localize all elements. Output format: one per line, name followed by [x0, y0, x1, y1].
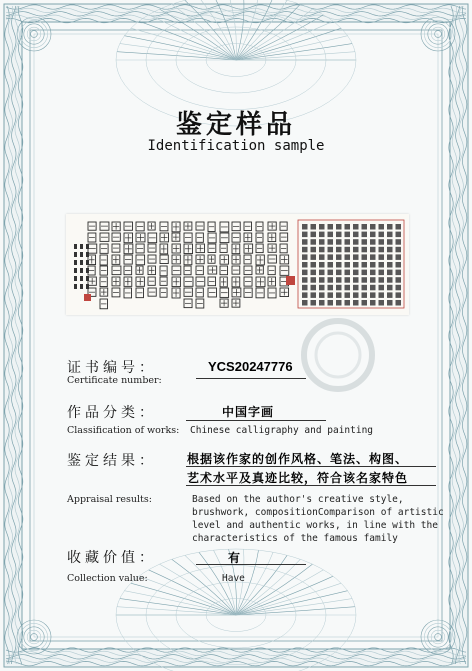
appraisal-value-en-line4: characteristics of the famous family	[192, 533, 398, 544]
artwork-image	[66, 214, 409, 315]
certificate-subtitle: Identification sample	[147, 138, 325, 154]
appraisal-value-zh-line1: 根据该作家的创作风格、笔法、构图、	[187, 452, 409, 466]
appraisal-underline-2	[186, 485, 436, 486]
collection-value-underline	[196, 564, 306, 565]
certificate-number-label-en: Certificate number:	[67, 375, 162, 386]
appraisal-value-en-line2: brushwork, compositionComparison of artistic	[192, 507, 444, 518]
collection-value-zh: 有	[228, 551, 242, 565]
collection-value-label-en: Collection value:	[67, 573, 148, 584]
classification-label-zh: 作品分类：	[67, 405, 157, 421]
appraisal-value-zh-line2: 艺术水平及真迹比较，符合该名家特色	[187, 471, 409, 485]
collection-value-label-zh: 收藏价值：	[67, 550, 157, 566]
appraisal-value-en-line3: level and authentic works, in line with the	[192, 520, 438, 531]
appraisal-label-zh: 鉴定结果：	[67, 453, 157, 469]
classification-value-zh: 中国字画	[222, 405, 275, 419]
calligraphy-scroll-image	[66, 214, 409, 315]
collection-value-en: Have	[222, 573, 245, 584]
appraisal-value-en-line1: Based on the author's creative style,	[192, 494, 404, 505]
certificate-number-label-zh: 证书编号：	[67, 360, 157, 376]
appraisal-underline-1	[186, 466, 436, 467]
appraisal-label-en: Appraisal results:	[67, 494, 152, 505]
classification-label-en: Classification of works:	[67, 425, 180, 436]
certificate-number-underline	[196, 378, 306, 379]
certificate-title: 鉴定样品	[175, 110, 296, 140]
classification-underline	[186, 420, 326, 421]
classification-value-en: Chinese calligraphy and painting	[190, 425, 374, 436]
certificate-number-value: YCS20247776	[208, 359, 293, 374]
